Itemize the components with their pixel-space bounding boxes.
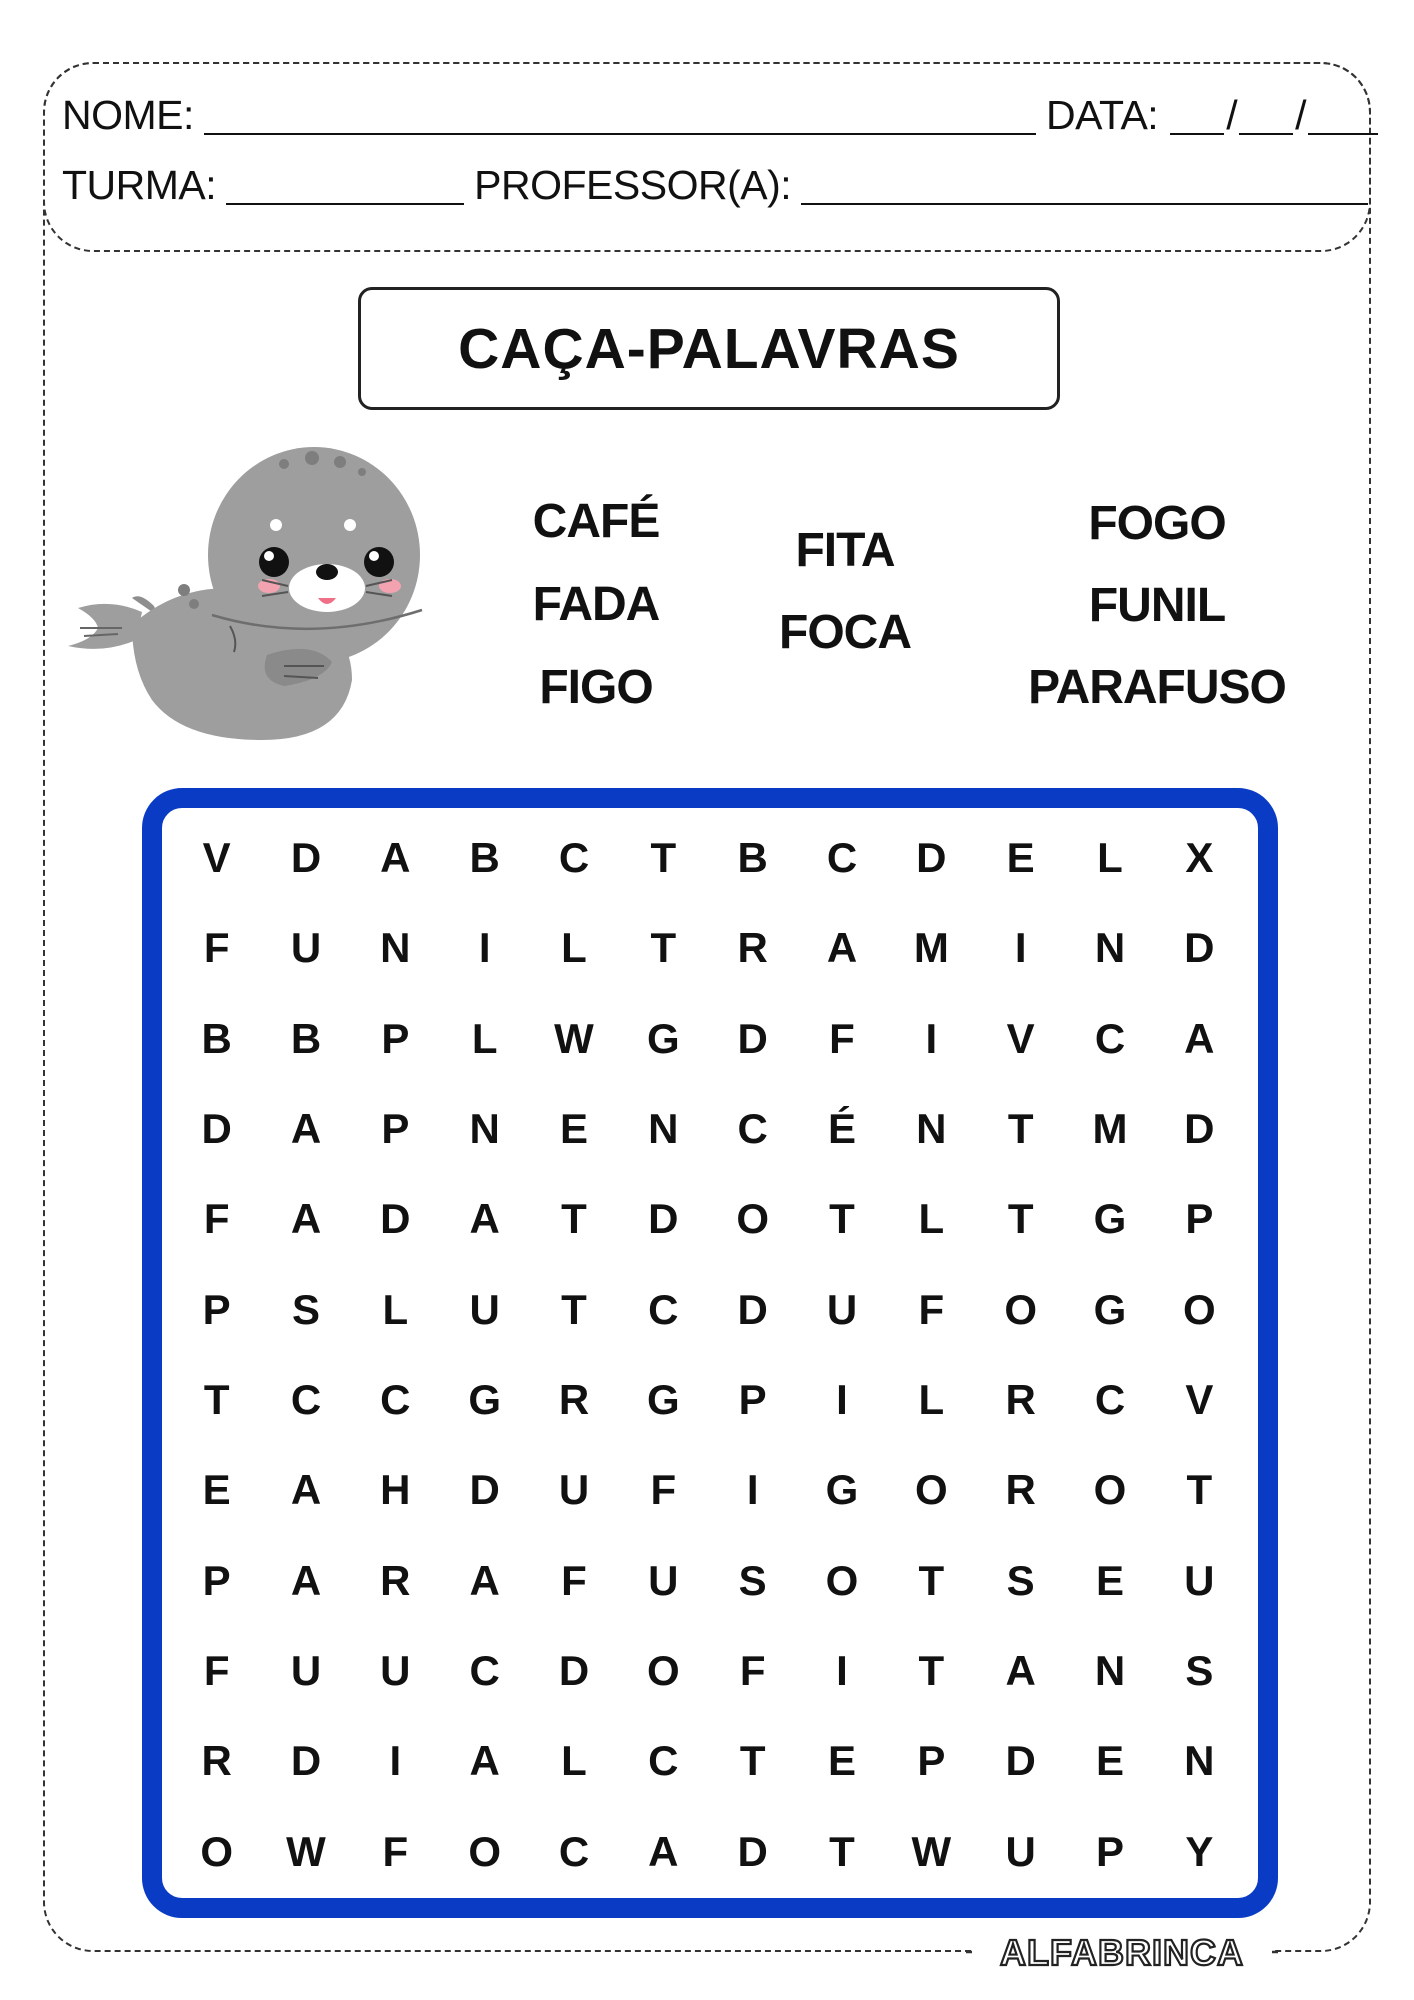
grid-letter[interactable]: O <box>825 1556 859 1604</box>
professor-label: PROFESSOR(A): <box>474 162 792 208</box>
word-search-grid <box>172 813 1244 1897</box>
grid-letter[interactable]: D <box>648 1195 679 1243</box>
grid-letter[interactable]: G <box>1093 1195 1127 1243</box>
grid-letter[interactable]: M <box>913 924 949 972</box>
grid-letter[interactable]: N <box>1094 924 1126 972</box>
grid-letter[interactable]: V <box>202 834 231 882</box>
turma-field[interactable] <box>226 203 464 205</box>
grid-letter[interactable]: S <box>1006 1556 1035 1604</box>
grid-letter[interactable]: C <box>648 1737 679 1785</box>
nome-label: NOME: <box>62 92 194 138</box>
grid-letter[interactable]: S <box>1185 1647 1214 1695</box>
grid-letter[interactable]: R <box>558 1376 590 1424</box>
date-year-field[interactable] <box>1308 133 1378 135</box>
grid-letter[interactable]: I <box>1014 924 1027 972</box>
grid-letter[interactable]: I <box>746 1466 759 1514</box>
grid-letter[interactable]: C <box>826 834 858 882</box>
header-row-name-date <box>62 92 1378 139</box>
turma-label: TURMA: <box>62 162 217 208</box>
grid-letter[interactable]: L <box>471 1014 498 1062</box>
grid-letter[interactable]: T <box>918 1647 945 1695</box>
grid-letter[interactable]: D <box>1184 924 1215 972</box>
grid-letter[interactable]: N <box>380 924 411 972</box>
grid-letter[interactable]: N <box>648 1105 679 1153</box>
grid-letter[interactable]: T <box>1007 1195 1034 1243</box>
grid-letter[interactable]: T <box>650 924 677 972</box>
grid-letter[interactable]: O <box>468 1827 501 1875</box>
grid-letter[interactable]: F <box>203 1195 230 1243</box>
grid-letter[interactable]: U <box>469 1285 500 1333</box>
grid-letter[interactable]: U <box>290 1647 322 1695</box>
grid-letter[interactable]: C <box>1094 1014 1126 1062</box>
grid-letter[interactable]: P <box>202 1285 231 1333</box>
svg-text:ALFABRINCA: ALFABRINCA <box>1000 1932 1244 1973</box>
grid-letter[interactable]: A <box>380 834 411 882</box>
grid-letter[interactable]: U <box>1184 1556 1215 1604</box>
grid-letter[interactable]: D <box>737 1827 768 1875</box>
grid-letter[interactable]: I <box>836 1647 848 1695</box>
grid-letter[interactable]: I <box>478 924 491 972</box>
grid-letter[interactable]: G <box>468 1376 501 1424</box>
professor-field[interactable] <box>801 203 1368 205</box>
grid-letter[interactable]: D <box>737 1014 768 1062</box>
grid-letter[interactable]: D <box>737 1285 768 1333</box>
grid-letter[interactable]: P <box>1185 1195 1214 1243</box>
grid-letter[interactable]: U <box>648 1556 679 1604</box>
grid-letter[interactable]: T <box>203 1376 230 1424</box>
grid-letter[interactable]: F <box>829 1014 855 1062</box>
grid-letter[interactable]: E <box>1006 834 1035 882</box>
grid-letter[interactable]: T <box>1186 1466 1213 1514</box>
grid-letter[interactable]: L <box>382 1285 409 1333</box>
word-list-item: CAFÉ <box>532 495 660 548</box>
grid-letter[interactable]: G <box>825 1466 859 1514</box>
grid-letter[interactable]: O <box>914 1466 948 1514</box>
grid-letter[interactable]: S <box>738 1556 767 1604</box>
grid-letter[interactable]: A <box>826 924 858 972</box>
student-info-box <box>43 62 1371 252</box>
grid-letter[interactable]: A <box>469 1556 500 1604</box>
grid-letter[interactable]: U <box>826 1285 858 1333</box>
seal-icon <box>62 440 442 750</box>
grid-letter[interactable]: E <box>827 1737 856 1785</box>
grid-letter[interactable]: S <box>291 1285 320 1333</box>
grid-letter[interactable]: N <box>1184 1737 1215 1785</box>
header-row-class-teacher <box>62 162 1378 209</box>
grid-letter[interactable]: A <box>290 1556 322 1604</box>
grid-letter[interactable]: U <box>558 1466 590 1514</box>
grid-letter[interactable]: A <box>648 1827 679 1875</box>
grid-letter[interactable]: D <box>201 1105 232 1153</box>
grid-letter[interactable]: A <box>469 1195 500 1243</box>
grid-letter[interactable]: T <box>561 1195 587 1243</box>
grid-letter[interactable]: X <box>1185 834 1214 882</box>
grid-letter[interactable]: F <box>918 1285 945 1333</box>
grid-letter[interactable]: P <box>381 1014 410 1062</box>
grid-letter[interactable]: D <box>1184 1105 1215 1153</box>
grid-letter[interactable]: N <box>916 1105 947 1153</box>
word-list-item: FUNIL <box>1088 579 1226 632</box>
grid-letter[interactable]: C <box>558 834 590 882</box>
grid-letter[interactable]: O <box>200 1827 233 1875</box>
grid-letter[interactable]: C <box>558 1827 590 1875</box>
grid-letter[interactable]: T <box>739 1737 766 1785</box>
date-day-field[interactable] <box>1170 133 1224 135</box>
grid-letter[interactable]: I <box>836 1376 848 1424</box>
grid-letter[interactable]: G <box>1093 1285 1127 1333</box>
grid-letter[interactable]: F <box>561 1556 587 1604</box>
grid-letter[interactable]: L <box>918 1195 945 1243</box>
grid-letter[interactable]: U <box>290 924 322 972</box>
grid-letter[interactable]: O <box>1182 1285 1216 1333</box>
grid-letter[interactable]: N <box>1094 1647 1126 1695</box>
grid-letter[interactable]: G <box>646 1376 680 1424</box>
grid-letter[interactable]: E <box>559 1105 588 1153</box>
grid-letter[interactable]: R <box>380 1556 411 1604</box>
grid-letter[interactable]: D <box>1005 1737 1036 1785</box>
grid-letter[interactable]: P <box>202 1556 231 1604</box>
grid-letter[interactable]: E <box>1095 1737 1124 1785</box>
grid-letter[interactable]: W <box>911 1827 952 1875</box>
grid-letter[interactable]: V <box>1006 1014 1035 1062</box>
word-list-item: PARAFUSO <box>1028 661 1286 714</box>
grid-letter[interactable]: L <box>918 1376 945 1424</box>
grid-letter[interactable]: F <box>382 1827 409 1875</box>
date-separator: / <box>1226 92 1238 138</box>
grid-letter[interactable]: B <box>737 834 768 882</box>
grid-letter[interactable]: I <box>389 1737 402 1785</box>
date-month-field[interactable] <box>1239 133 1293 135</box>
grid-letter[interactable]: T <box>650 834 677 882</box>
grid-letter[interactable]: F <box>650 1466 677 1514</box>
grid-letter[interactable]: T <box>1007 1105 1034 1153</box>
grid-letter[interactable]: C <box>737 1105 768 1153</box>
grid-letter[interactable]: D <box>558 1647 590 1695</box>
grid-letter[interactable]: T <box>829 1195 855 1243</box>
grid-letter[interactable]: A <box>469 1737 500 1785</box>
grid-letter[interactable]: O <box>646 1647 680 1695</box>
grid-letter[interactable]: I <box>925 1014 938 1062</box>
grid-letter[interactable]: C <box>290 1376 322 1424</box>
grid-letter[interactable]: P <box>917 1737 946 1785</box>
grid-letter[interactable]: L <box>561 924 587 972</box>
grid-letter[interactable]: P <box>738 1376 767 1424</box>
date-separator: / <box>1295 92 1306 138</box>
word-list-item: FITA <box>795 524 895 577</box>
grid-letter[interactable]: L <box>561 1737 587 1785</box>
grid-letter[interactable]: A <box>290 1195 322 1243</box>
grid-letter[interactable]: A <box>290 1466 322 1514</box>
grid-letter[interactable]: C <box>648 1285 679 1333</box>
grid-letter[interactable]: W <box>286 1827 326 1875</box>
grid-letter[interactable]: A <box>1184 1014 1215 1062</box>
grid-letter[interactable]: C <box>380 1376 411 1424</box>
grid-letter[interactable]: D <box>469 1466 500 1514</box>
alfabrinca-logo <box>966 1920 1278 1980</box>
grid-letter[interactable]: R <box>737 924 768 972</box>
grid-letter[interactable]: E <box>202 1466 231 1514</box>
grid-letter[interactable]: D <box>380 1195 411 1243</box>
grid-letter[interactable]: O <box>736 1195 769 1243</box>
nome-field[interactable] <box>204 133 1036 135</box>
grid-letter[interactable]: V <box>1185 1376 1214 1424</box>
grid-letter[interactable]: H <box>380 1466 411 1514</box>
grid-letter[interactable]: A <box>290 1105 322 1153</box>
grid-letter[interactable]: B <box>201 1014 232 1062</box>
grid-letter[interactable]: N <box>469 1105 500 1153</box>
page-title: CAÇA-PALAVRAS <box>358 287 1060 410</box>
grid-letter[interactable]: C <box>1094 1376 1126 1424</box>
grid-letter[interactable]: C <box>469 1647 500 1695</box>
grid-letter[interactable]: R <box>1005 1466 1036 1514</box>
grid-letter[interactable]: T <box>918 1556 945 1604</box>
grid-letter[interactable]: B <box>290 1014 322 1062</box>
word-list-item: FOCA <box>779 606 911 659</box>
grid-letter[interactable]: M <box>1092 1105 1128 1153</box>
grid-letter[interactable]: A <box>1005 1647 1036 1695</box>
grid-letter[interactable]: E <box>1095 1556 1124 1604</box>
grid-letter[interactable]: P <box>381 1105 410 1153</box>
word-list-item: FOGO <box>1088 497 1226 550</box>
grid-letter[interactable]: G <box>646 1014 680 1062</box>
word-list-item: FIGO <box>539 661 653 714</box>
data-label: DATA: <box>1046 92 1159 138</box>
grid-letter[interactable]: Y <box>1185 1827 1214 1875</box>
grid-letter[interactable]: O <box>1004 1285 1037 1333</box>
grid-letter[interactable]: F <box>203 1647 230 1695</box>
grid-letter[interactable]: R <box>201 1737 232 1785</box>
grid-letter[interactable]: U <box>380 1647 411 1695</box>
grid-letter[interactable]: É <box>827 1105 856 1153</box>
grid-letter[interactable]: D <box>290 1737 322 1785</box>
grid-letter[interactable]: O <box>1093 1466 1127 1514</box>
grid-letter[interactable]: D <box>916 834 947 882</box>
grid-letter[interactable]: L <box>1097 834 1123 882</box>
grid-letter[interactable]: R <box>1005 1376 1036 1424</box>
grid-letter[interactable]: P <box>1095 1827 1124 1875</box>
grid-letter[interactable]: T <box>829 1827 855 1875</box>
grid-letter[interactable]: W <box>554 1014 594 1062</box>
grid-letter[interactable]: U <box>1005 1827 1036 1875</box>
grid-letter[interactable]: D <box>290 834 322 882</box>
grid-letter[interactable]: F <box>203 924 230 972</box>
grid-letter[interactable]: B <box>469 834 500 882</box>
grid-letter[interactable]: F <box>739 1647 766 1695</box>
grid-letter[interactable]: T <box>561 1285 587 1333</box>
word-list-item: FADA <box>532 578 660 631</box>
